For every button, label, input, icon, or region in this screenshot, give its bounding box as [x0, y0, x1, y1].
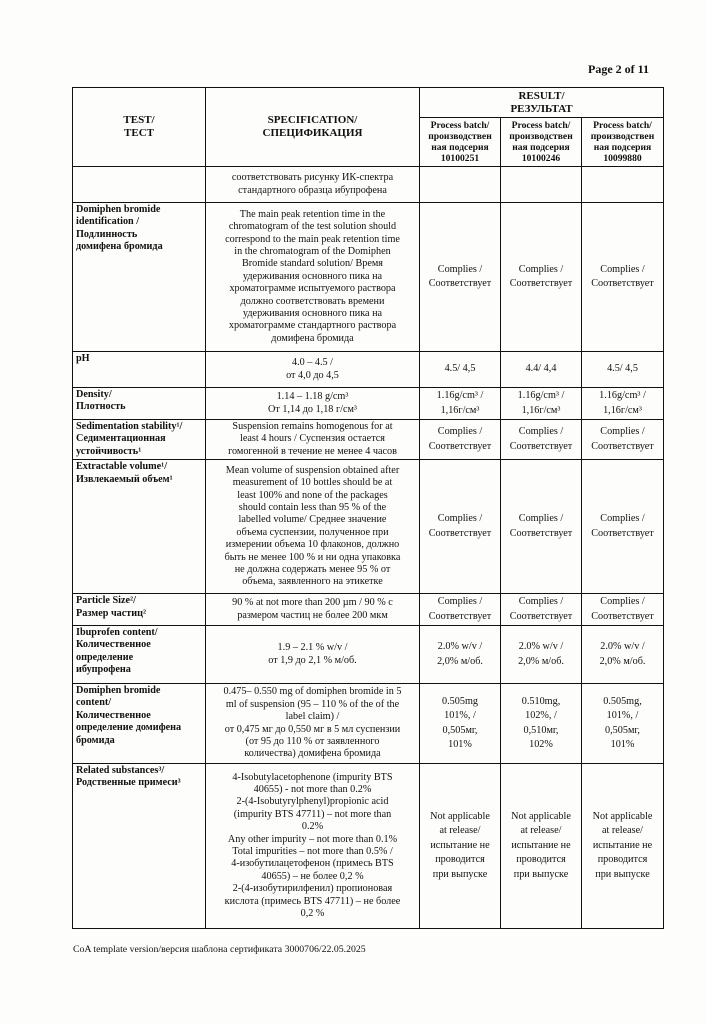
- table-row: [73, 764, 664, 929]
- test-name-cell: Domiphen bromide content/ Количественное определение домифена бромида: [73, 684, 206, 764]
- page-number: Page 2 of 11: [588, 62, 649, 76]
- table-row: [73, 352, 664, 388]
- result-cell-batch-1: 1.16g/cm³ / 1,16г/см³: [420, 388, 501, 420]
- table-row: [73, 460, 664, 594]
- specification-cell: Mean volume of suspension obtained after measurement of 10 bottles should be at least 100% and none of the packages should contain less than 95 % of the labelled volume/ Среднее значение объема суспензии, полученное при измерении объема 10 флаконов, должно быть не менее 100 % и ни одна упаковка не должна содержать менее 95 % от объема, заявленного на этикетке: [206, 460, 420, 594]
- test-name-cell: Domiphen bromide identification / Подлинность домифена бромида: [73, 203, 206, 352]
- table-row: [73, 626, 664, 684]
- result-cell-batch-2: Complies / Соответствует: [501, 420, 582, 460]
- batch-header-2: Process batch/ производствен ная подсерия 10100246: [501, 118, 582, 167]
- test-name-cell: Ibuprofen content/ Количественное определение ибупрофена: [73, 626, 206, 684]
- specification-cell: The main peak retention time in the chromatogram of the test solution should correspond to the main peak retention time in the chromatogram of the Domiphen Bromide standard solution/ Время удерживания основного пика на хроматограмме испытуемого раствора должно соответствовать времени удерживания основного пика на хроматограмме стандартного раствора домифена бромида: [206, 203, 420, 352]
- table-row: [73, 167, 664, 203]
- result-cell-batch-1: 4.5/ 4,5: [420, 352, 501, 388]
- specification-column-header: SPECIFICATION/ СПЕЦИФИКАЦИЯ: [206, 88, 420, 167]
- result-cell-batch-3: 0.505mg, 101%, / 0,505мг, 101%: [582, 684, 664, 764]
- result-cell-batch-3: Complies / Соответствует: [582, 203, 664, 352]
- test-name-cell: pH: [73, 352, 206, 388]
- batch-header-1: Process batch/ производствен ная подсерия 10100251: [420, 118, 501, 167]
- result-cell-batch-1: Complies / Соответствует: [420, 203, 501, 352]
- specification-cell: 0.475– 0.550 mg of domiphen bromide in 5 ml of suspension (95 – 110 % of the of the label claim) / от 0,475 мг до 0,550 мг в 5 мл суспензии (от 95 до 110 % от заявленного количества) домифена бромида: [206, 684, 420, 764]
- specification-cell: соответствовать рисунку ИК-спектра стандартного образца ибупрофена: [206, 167, 420, 203]
- test-name-cell: Density/ Плотность: [73, 388, 206, 420]
- batch-header-3: Process batch/ производствен ная подсерия 10099880: [582, 118, 664, 167]
- specification-cell: 4.0 – 4.5 / от 4,0 до 4,5: [206, 352, 420, 388]
- test-name-cell: [73, 167, 206, 203]
- result-cell-batch-2: 2.0% w/v / 2,0% м/об.: [501, 626, 582, 684]
- result-cell-batch-3: [582, 167, 664, 203]
- table-row: [73, 420, 664, 460]
- test-name-cell: Particle Size²/ Размер частиц²: [73, 594, 206, 626]
- result-cell-batch-1: Complies / Соответствует: [420, 420, 501, 460]
- result-cell-batch-1: Complies / Соответствует: [420, 594, 501, 626]
- specification-cell: Suspension remains homogenous for at least 4 hours / Суспензия остается гомогенной в течение не менее 4 часов: [206, 420, 420, 460]
- test-name-cell: Extractable volume¹/ Извлекаемый объем¹: [73, 460, 206, 594]
- table-row: [73, 684, 664, 764]
- test-column-header: TEST/ ТЕСТ: [73, 88, 206, 167]
- result-cell-batch-2: Complies / Соответствует: [501, 203, 582, 352]
- result-cell-batch-1: 0.505mg 101%, / 0,505мг, 101%: [420, 684, 501, 764]
- specification-cell: 1.9 – 2.1 % w/v / от 1,9 до 2,1 % м/об.: [206, 626, 420, 684]
- table-row: [73, 388, 664, 420]
- result-cell-batch-2: 0.510mg, 102%, / 0,510мг, 102%: [501, 684, 582, 764]
- result-cell-batch-2: 4.4/ 4,4: [501, 352, 582, 388]
- result-cell-batch-1: [420, 167, 501, 203]
- result-cell-batch-1: Not applicable at release/ испытание не проводится при выпуске: [420, 764, 501, 929]
- result-cell-batch-3: Not applicable at release/ испытание не проводится при выпуске: [582, 764, 664, 929]
- result-cell-batch-2: Complies / Соответствует: [501, 594, 582, 626]
- result-cell-batch-3: 1.16g/cm³ / 1,16г/см³: [582, 388, 664, 420]
- result-cell-batch-1: Complies / Соответствует: [420, 460, 501, 594]
- table-row: [73, 594, 664, 626]
- result-cell-batch-2: [501, 167, 582, 203]
- result-cell-batch-2: Complies / Соответствует: [501, 460, 582, 594]
- result-cell-batch-2: 1.16g/cm³ / 1,16г/см³: [501, 388, 582, 420]
- specification-cell: 90 % at not more than 200 µm / 90 % с размером частиц не более 200 мкм: [206, 594, 420, 626]
- specification-cell: 1.14 – 1.18 g/cm³ От 1,14 до 1,18 г/см³: [206, 388, 420, 420]
- result-column-header: RESULT/ РЕЗУЛЬТАТ: [420, 88, 664, 118]
- result-cell-batch-3: 4.5/ 4,5: [582, 352, 664, 388]
- template-version-footer: CoA template version/версия шаблона сертификата 3000706/22.05.2025: [73, 944, 366, 955]
- result-cell-batch-3: Complies / Соответствует: [582, 420, 664, 460]
- result-cell-batch-3: 2.0% w/v / 2,0% м/об.: [582, 626, 664, 684]
- test-name-cell: Sedimentation stability¹/ Седиментационная устойчивость¹: [73, 420, 206, 460]
- table-row: [73, 203, 664, 352]
- test-name-cell: Related substances³/ Родственные примеси³: [73, 764, 206, 929]
- result-cell-batch-3: Complies / Соответствует: [582, 594, 664, 626]
- result-cell-batch-2: Not applicable at release/ испытание не проводится при выпуске: [501, 764, 582, 929]
- results-table: [72, 87, 664, 929]
- result-cell-batch-3: Complies / Соответствует: [582, 460, 664, 594]
- specification-cell: 4-Isobutylacetophenone (impurity BTS 40655) - not more than 0.2% 2-(4-Isobutyrylphenyl)propionic acid (impurity BTS 47711) – not more than 0.2% Any other impurity – not more than 0.1% Total impurities – not more than 0.5% / 4-изобутилацетофенон (примесь BTS 40655) – не более 0,2 % 2-(4-изобутирилфенил) пропионовая кислота (примесь BTS 47711) – не более 0,2 %: [206, 764, 420, 929]
- result-cell-batch-1: 2.0% w/v / 2,0% м/об.: [420, 626, 501, 684]
